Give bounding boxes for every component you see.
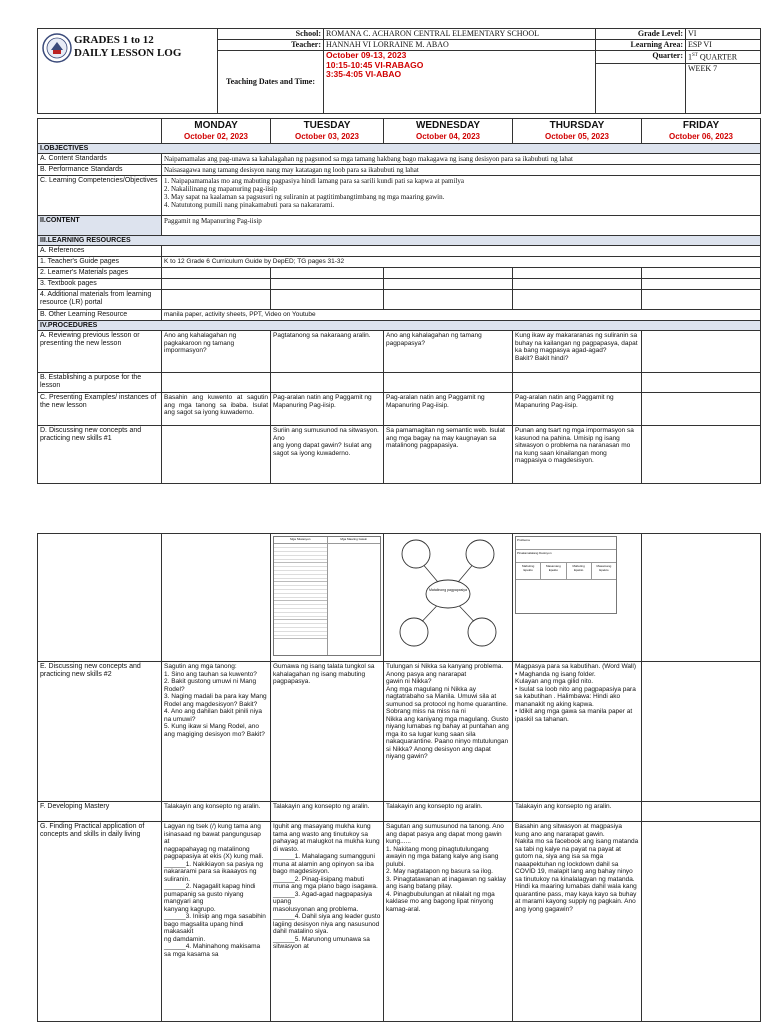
dll-header xyxy=(37,28,760,108)
quarter-sup: ST xyxy=(692,53,698,58)
day-friday xyxy=(642,119,761,144)
dates-label: Teaching Dates and Time: xyxy=(218,51,324,114)
tb-mon xyxy=(162,279,271,290)
worksheet-header xyxy=(274,537,380,544)
worksheet-h1: Mga Sitwasyon xyxy=(274,537,328,543)
proc-d-wed xyxy=(384,426,513,484)
decision-chart xyxy=(515,536,617,614)
worksheet-row xyxy=(274,601,327,620)
proc-c-thu: Pag-aralan natin ang Paggamit ng Mapanuring Pag-iisip. xyxy=(513,393,642,426)
content-std: Naipamamalas ang pag-unawa sa kahalagahan ng pagsunod sa mga tamang hakbang bago makagawa ng isang desisyon para sa ikabubuti ng lahat xyxy=(162,154,761,165)
lesson-table xyxy=(37,118,761,484)
lesson-table-page2 xyxy=(37,533,760,1022)
proc-g-tue-text: Iguhit ang masayang mukha kung tama ang wasto ang tinutukoy sa pahayag at malugkot na mukha kung di wasto. ______1. Mahalagang sumangguni muna at alamin ang opinyon sa iba bago magdesisyon. ______2. Pinag-iisipang mabuti muna ang mga plano bago isagawa. ______3. Agad-agad nagpapasiya upang masolusyonan ang problema. ______4. Dahil siya ang leader gusto lagiing desisyon niya ang nasusunod dahil matalino siya. ______5. Marunong umunawa sa sitwasyon at xyxy=(273,823,381,950)
tg-label: 1. Teacher's Guide pages xyxy=(38,257,162,268)
deped-seal-icon xyxy=(42,33,72,63)
proc-c-wed: Pag-aralan natin ang Paggamit ng Mapanuring Pag-iisip. xyxy=(384,393,513,426)
proc-a-fri xyxy=(642,331,761,373)
comp-item: 1. Naipapamamalas mo ang mabuting pagpasiya hindi lamang para sa sarili kundi pati sa kapwa at pamilya xyxy=(164,177,464,185)
proc-e-fri xyxy=(642,662,761,802)
logo-cell xyxy=(38,29,218,114)
proc-c-label: C. Presenting Examples/ instances of the new lesson xyxy=(38,393,162,426)
quarter-label: Quarter: xyxy=(596,51,686,64)
proc-g-wed xyxy=(384,822,513,1022)
tb-wed xyxy=(384,279,513,290)
day-name: TUESDAY xyxy=(303,120,351,131)
lm-mon xyxy=(162,268,271,279)
area-value: ESP VI xyxy=(686,40,761,51)
lm-label: 2. Learner's Materials pages xyxy=(38,268,162,279)
proc-c-tue: Pag-aralan natin ang Paggamit ng Mapanuring Pag-iisip. xyxy=(271,393,384,426)
lesson-table-continued xyxy=(37,533,761,1022)
lm-wed xyxy=(384,268,513,279)
chart-problem: Problema xyxy=(516,537,616,550)
web-node xyxy=(400,618,428,646)
quarter-word: QUARTER xyxy=(699,52,738,62)
lr-wed xyxy=(384,290,513,310)
proc-d-wed-text: Sa pamamagitan ng semantic web. Isulat ang mga bagay na may kaugnayan sa matalinong pagpapasiya. xyxy=(386,427,505,449)
proc-d-fri xyxy=(642,426,761,484)
lr-fri xyxy=(642,290,761,310)
proc-g-fri xyxy=(642,822,761,1022)
worksheet-body xyxy=(274,544,380,655)
proc-g-thu xyxy=(513,822,642,1022)
proc-a-mon: Ano ang kahalagahan ng pagkakaroon ng tamang impormasyon? xyxy=(162,331,271,373)
worksheet-row xyxy=(274,620,327,639)
proc-b-fri xyxy=(642,373,761,393)
references-label: A. References xyxy=(38,246,162,257)
proc-e-tue-text: Gumawa ng isang talata tungkol sa kahalagahan ng isang mabuting pagpapasya. xyxy=(273,663,375,685)
proc-c-mon: Basahin ang kuwento at sagutin ang mga tanong sa ibaba. Isulat ang sagot sa iyong kuwaderno. xyxy=(162,393,271,426)
images-label-empty xyxy=(38,534,162,662)
comp-item: 2. Nakalilinang ng mapanuring pag-iisip xyxy=(164,185,278,193)
proc-g-tue xyxy=(271,822,384,1022)
lr-tue xyxy=(271,290,384,310)
proc-d-thu-text: Punan ang tsart ng mga impormasyon sa kasunod na pahina. Umisip ng isang sitwasyon o problema na naranasan mo na kung saan kinailangan mong magpasiya o magdesisyon. xyxy=(515,427,634,464)
proc-f-wed: Talakayin ang konsepto ng aralin. xyxy=(384,802,513,822)
chart-effect: Mabuting Epekto xyxy=(516,563,541,579)
tb-tue xyxy=(271,279,384,290)
proc-b-mon xyxy=(162,373,271,393)
section-procedures: IV.PROCEDURES xyxy=(38,321,761,331)
perf-std-label: B. Performance Standards xyxy=(38,165,162,176)
chart-effect: Mabuting Epekto xyxy=(567,563,592,579)
grade-label: Grade Level: xyxy=(596,29,686,40)
teacher-value: HANNAH VI LORRAINE M. ABAO xyxy=(324,40,596,51)
day-thursday xyxy=(513,119,642,144)
day-date: October 03, 2023 xyxy=(294,132,360,141)
chart-effects-row xyxy=(516,563,616,580)
chart-decision: Pinakamalalang Desisyon xyxy=(516,550,616,563)
images-mon-empty xyxy=(162,534,271,662)
proc-f-tue: Talakayin ang konsepto ng aralin. xyxy=(271,802,384,822)
proc-d-tue-text: Suriin ang sumusunod na sitwasyon. Ano ang iyong dapat gawin? Isulat ang sagot sa iyong kuwaderno. xyxy=(273,427,379,457)
worksheet-row xyxy=(274,582,327,601)
other-value: manila paper, activity sheets, PPT, Video on Youtube xyxy=(162,310,761,321)
quarter-num: 1 xyxy=(688,52,692,62)
day-date: October 06, 2023 xyxy=(668,132,734,141)
days-corner xyxy=(38,119,162,144)
school-value: ROMANA C. ACHARON CENTRAL ELEMENTARY SCHOOL xyxy=(324,29,596,40)
tb-label: 3. Textbook pages xyxy=(38,279,162,290)
comp-item: 3. May sapat na kaalaman sa pagsusuri ng suliranin at pagtitimbangtimbang ng mga maaring gawin. xyxy=(164,193,445,201)
wed-semantic-web xyxy=(384,534,513,662)
other-label: B. Other Learning Resource xyxy=(38,310,162,321)
day-monday xyxy=(162,119,271,144)
day-tuesday xyxy=(271,119,384,144)
day-date: October 02, 2023 xyxy=(183,132,249,141)
competencies-label: C. Learning Competencies/Objectives xyxy=(38,176,162,216)
school-label: School: xyxy=(218,29,324,40)
title-grades: GRADES 1 to 12 xyxy=(74,34,154,46)
proc-d-thu xyxy=(513,426,642,484)
quarter-value xyxy=(686,51,761,64)
dll-title xyxy=(74,34,181,60)
time-slot-2: 3:35-4:05 VI-ABAO xyxy=(326,69,402,79)
dates-value xyxy=(324,51,596,114)
proc-g-mon-text: Lagyan ng tsek (/) kung tama ang isinasaad ng bawat pangungusap at nagpapahayag ng matalinong pagpapasiya at ekis (X) kung mali. ______1. Nakikiayon sa pasiya ng nakararami para sa ikaaayos ng suliranin. ______2. Nagagalit kapag hindi pumapanig sa gusto niyang mangyari ang kanyang kagrupo. ______3. Iniisip ang mga sasabihin bago magsalita upang hindi makasakit ng damdamin. ______4. Mahinahong makisama sa mga kasama sa xyxy=(164,823,266,958)
images-fri-empty xyxy=(642,534,761,662)
grade-value: VI xyxy=(686,29,761,40)
lr-thu xyxy=(513,290,642,310)
lesson-table-page1 xyxy=(37,118,760,484)
worksheet-col-right xyxy=(328,544,381,655)
tb-thu xyxy=(513,279,642,290)
proc-b-tue xyxy=(271,373,384,393)
proc-d-tue xyxy=(271,426,384,484)
proc-a-tue: Pagtatanong sa nakaraang aralin. xyxy=(271,331,384,373)
proc-e-thu-text: Magpasya para sa kabutihan. (Word Wall) • Maghanda ng isang folder. Kulayan ang mga gilid nito. • Isulat sa loob nito ang pagpapasiya para sa kabutihan . Halimbawa: Hindi ako mananakit ng aking kapwa. • Idikit ang mga gawa sa manila paper at ipaskil sa tahanan. xyxy=(515,663,637,723)
lm-fri xyxy=(642,268,761,279)
chart-effect: Masamang Epekto xyxy=(541,563,566,579)
content-std-label: A. Content Standards xyxy=(38,154,162,165)
proc-g-wed-text: Sagutan ang sumusunod na tanong. Ano ang dapat pasya ang dapat mong gawin kung...... 1. Nakitang mong pinagtutulungang awayin ng mga batang kalye ang isang pulubi. 2. May nagtatapon ng basura sa ilog. 3. Pinagtatawanan at inagawan ng saklay ang isang batang pilay. 4. Pinagbubulungan at nilalait ng mga kaklase mo ang bagong lipat ninyong kamag-aral. xyxy=(386,823,506,913)
day-wednesday xyxy=(384,119,513,144)
worksheet-row xyxy=(274,544,327,563)
proc-e-thu xyxy=(513,662,642,802)
proc-b-label: B. Establishing a purpose for the lesson xyxy=(38,373,162,393)
proc-f-fri xyxy=(642,802,761,822)
section-objectives: I.OBJECTIVES xyxy=(38,144,761,154)
day-date: October 05, 2023 xyxy=(544,132,610,141)
chart-effect: Masamang Epekto xyxy=(596,564,612,572)
proc-c-fri xyxy=(642,393,761,426)
area-label: Learning Area: xyxy=(596,40,686,51)
situation-worksheet xyxy=(273,536,381,656)
tb-fri xyxy=(642,279,761,290)
perf-std: Naisasagawa nang tamang desisyon nang may katatagan ng loob para sa ikabubuti ng lahat xyxy=(162,165,761,176)
blank-cell xyxy=(596,63,686,113)
web-node xyxy=(402,540,430,568)
proc-e-mon xyxy=(162,662,271,802)
proc-b-thu xyxy=(513,373,642,393)
references-empty xyxy=(162,246,761,257)
day-name: THURSDAY xyxy=(549,120,605,131)
worksheet-col-left xyxy=(274,544,328,655)
web-node xyxy=(466,540,494,568)
section-resources: III.LEARNING RESOURCES xyxy=(38,236,761,246)
proc-e-tue xyxy=(271,662,384,802)
proc-f-thu: Talakayin ang konsepto ng aralin. xyxy=(513,802,642,822)
content-value: Paggamit ng Mapanuring Pag-iisip xyxy=(162,216,761,236)
day-name: MONDAY xyxy=(194,120,238,131)
proc-a-thu-text: Kung ikaw ay makararanas ng suliranin sa buhay na kailangan ng pagpapasya, dapat ka bang magpasya agad-agad? Bakit? Bakit hindi? xyxy=(515,332,638,362)
web-center-label: Matalinong pagpapasiya xyxy=(429,588,467,592)
lr-label: 4. Additional materials from learning resource (LR) portal xyxy=(38,290,162,310)
proc-f-label: F. Developing Mastery xyxy=(38,802,162,822)
worksheet-row xyxy=(274,563,327,582)
content-label: II.CONTENT xyxy=(38,216,162,236)
web-node xyxy=(468,618,496,646)
day-name: WEDNESDAY xyxy=(415,120,481,131)
teacher-label: Teacher: xyxy=(218,40,324,51)
lm-thu xyxy=(513,268,642,279)
proc-e-label: E. Discussing new concepts and practicing new skills #2 xyxy=(38,662,162,802)
proc-g-thu-text: Basahin ang sitwasyon at magpasiya kung ano ang nararapat gawin. Nakita mo sa facebook ang isang matanda sa tabi ng kalye na payat na payat at gutom na, siya ang isa sa mga naaapektuhan ng lockdown dahil sa COVID 19, malapit lang ang bahay ninyo sa tinutukoy na kinalalagyan ng matanda. Hindi ka maaring lumabas dahil wala kang quarantine pass, may kaya kayo sa buhay at marami kayong supply ng pagkain. Ano ang iyong gagawin? xyxy=(515,823,639,913)
lr-mon xyxy=(162,290,271,310)
title-dll: DAILY LESSON LOG xyxy=(74,47,182,59)
proc-f-mon: Talakayin ang konsepto ng aralin. xyxy=(162,802,271,822)
proc-g-label: G. Finding Practical application of concepts and skills in daily living xyxy=(38,822,162,1022)
proc-a-label: A. Reviewing previous lesson or presenting the new lesson xyxy=(38,331,162,373)
proc-a-thu xyxy=(513,331,642,373)
tg-value: K to 12 Grade 6 Curriculum Guide by DepED; TG pages 31-32 xyxy=(162,257,761,268)
tue-situation-table xyxy=(271,534,384,662)
time-slot-1: 10:15-10:45 VI-RABAGO xyxy=(326,59,424,70)
proc-e-wed xyxy=(384,662,513,802)
proc-e-mon-text: Sagutin ang mga tanong: 1. Sino ang tauhan sa kuwento? 2. Bakit gustong umuwi ni Mang Rodel? 3. Naging madali ba para kay Mang Rodel ang magdesisyon? Bakit? 4. Ano ang dahilan bakit pinili niya na umuwi? 5. Kung ikaw si Mang Rodel, ano ang magiging desisyon mo? Bakit? xyxy=(164,663,267,738)
proc-d-label: D. Discussing new concepts and practicing new skills #1 xyxy=(38,426,162,484)
dates-range: October 09-13, 2023 xyxy=(326,50,407,60)
semantic-web-diagram xyxy=(386,536,510,654)
proc-g-mon xyxy=(162,822,271,1022)
week-value: WEEK 7 xyxy=(686,63,761,113)
proc-a-wed: Ano ang kahalagahan ng tamang pagpapasya? xyxy=(384,331,513,373)
proc-e-wed-text: Tulungan si Nikka sa kanyang problema. Anong pasya ang nararapat gawin ni Nikka? Ang mga magulang ni Nikka ay nagtatrabaho sa Manila. Umuwi sila at sumunod sa protocol ng home quarantine. Sobrang miss na miss na ni Nikka ang kaniyang mga magulang. Gusto niyang lumabas ng bahay at puntahan ang mga ito sa lugar kung saan sila nakaquarantine. Paano ninyo mtutulungan si Nikka? Anong desisyon ang dapat niyang gawin? xyxy=(386,663,509,760)
day-date: October 04, 2023 xyxy=(415,132,481,141)
comp-item: 4. Natututong pumili nang pinakamabuti para sa nakararami. xyxy=(164,201,335,209)
worksheet-h2: Mga Maaring Gawin xyxy=(340,537,368,541)
competencies xyxy=(162,176,761,216)
lm-tue xyxy=(271,268,384,279)
header-table xyxy=(37,28,761,114)
proc-b-wed xyxy=(384,373,513,393)
day-name: FRIDAY xyxy=(682,120,720,131)
proc-d-mon xyxy=(162,426,271,484)
thu-decision-chart xyxy=(513,534,642,662)
